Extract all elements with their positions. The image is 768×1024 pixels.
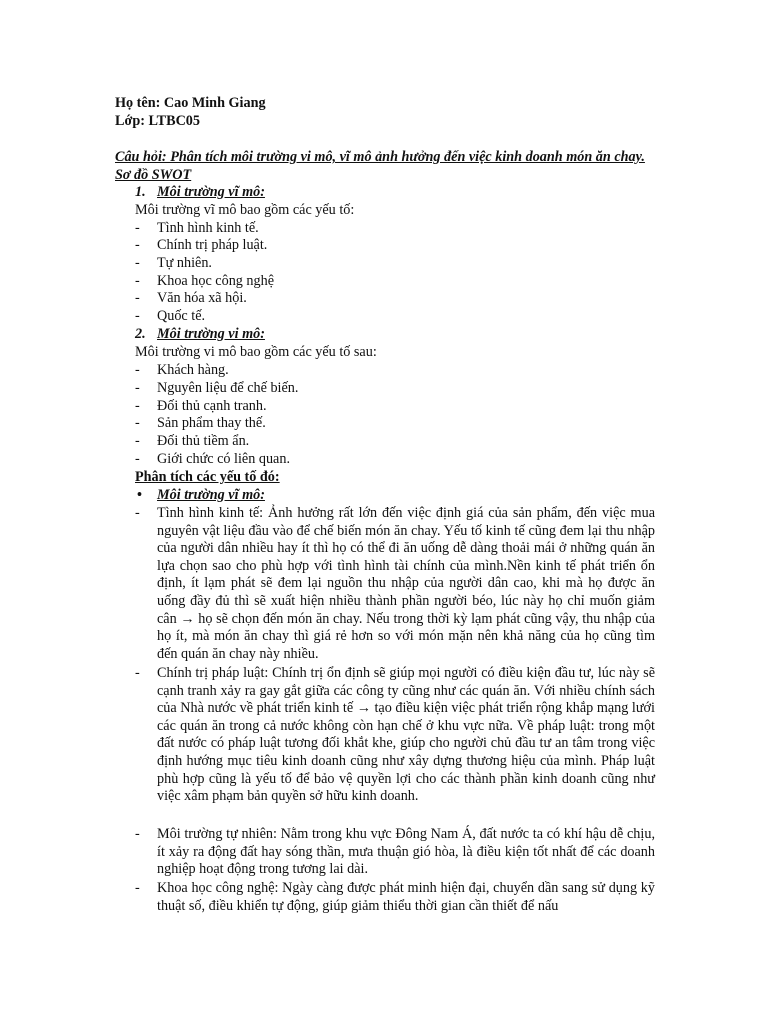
section1-intro: Môi trường vĩ mô bao gồm các yếu tố: [135, 202, 355, 218]
dash-marker: - [135, 451, 140, 467]
student-name: Họ tên: Cao Minh Giang [115, 95, 266, 111]
paragraph-text: Môi trường tự nhiên: Nằm trong khu vực Đông Nam Á, đất nước ta có khí hậu dễ chịu, ít xảy ra động đất hay sóng thần, mưa thuận gió hòa, là điều kiện tốt nhất để các doanh nghiệp hoạt động trong tương lai dài. [157, 826, 655, 878]
dash-marker: - [135, 290, 140, 306]
dash-marker: - [135, 505, 140, 521]
dash-marker: - [135, 398, 140, 414]
section2-number: 2. [135, 326, 146, 342]
dash-marker: - [135, 362, 140, 378]
student-class: Lớp: LTBC05 [115, 113, 200, 129]
dash-marker: - [135, 220, 140, 236]
section2-intro: Môi trường vi mô bao gồm các yếu tố sau: [135, 344, 377, 360]
bullet-label: Môi trường vĩ mô: [157, 487, 265, 503]
section1-heading [135, 184, 265, 202]
dash-marker: - [135, 880, 140, 896]
dash-marker: - [135, 308, 140, 324]
bullet-icon: • [137, 487, 142, 503]
dash-marker: - [135, 380, 140, 396]
section2-title: Môi trường vi mô: [157, 326, 265, 342]
section1-number: 1. [135, 184, 146, 200]
document-page: Họ tên: Cao Minh Giang Lớp: LTBC05 Câu hỏi: Phân tích môi trường vi mô, vĩ mô ảnh hưởng đến việc kinh doanh món ăn chay. Sơ đồ SWOT 1. Môi trường vĩ mô: Môi trường vĩ mô bao gồm các yếu tố: - Tình hình kinh tế. - Chính trị pháp luật. - Tự nhiên. - Khoa học công nghệ - Văn hóa xã hội. - Quốc tế. 2. Môi trường vi mô: Môi trường vi mô bao gồm các yếu tố sau: - Khách hàng. - Nguyên liệu để chế biến. - Đối thủ cạnh tranh. - Sản phẩm thay thế. - Đối thủ tiềm ẩn. - Giới chức có liên quan. Phân tích các yếu tố đó: • Môi trường vĩ mô: - Tình hình kinh tế: Ảnh hưởng rất lớn đến việc định giá của sản phẩm, đến việc mua nguyên vật liệu đầu vào để chế biến món ăn chay. Yếu tố kinh tế cũng đem lại thu nhập của người dân nhiều hay ít thì họ có thể đi ăn uống dễ dàng thoải mái ở những quán ăn lựa chọn sao cho phù hợp với tình hình tài chính của mình.Nền kinh tế phát triển ổn định, ít lạm phát sẽ đem lại nguồn thu nhập của người dân cao, khi mà họ được ăn uống đầy đủ thì sẽ xuất hiện nhiều thành phần người béo, lúc này họ chỉ muốn giảm cân → họ sẽ chọn đến món ăn chay. Nếu trong thời kỳ lạm phát cũng vậy, thu nhập của họ ít, mà món ăn chay thì giá rẻ hơn so với món mặn nên khả năng của họ cũng tìm đến quán ăn chay này nhiều. - Chính trị pháp luật: Chính trị ổn định sẽ giúp mọi người có điều kiện đầu tư, lúc này sẽ cạnh tranh xảy ra gay gắt giữa các công ty cũng như các quán ăn. Với nhiều chính sách của Nhà nước về phát triển kinh tế → tạo điều kiện việc phát triển rộng khắp mạng lưới các quán ăn trong cả nước không còn hạn chế ở khu vực nữa. Về pháp luật: trong một đất nước có pháp luật tương đối khắt khe, giúp cho người chủ đầu tư an tâm trong việc định hướng mục tiêu kinh doanh cũng như xây dựng thương hiệu của mình. Pháp luật phù hợp cũng là yếu tố để bảo vệ quyền lợi cho các thành phần kinh doanh cũng như việc xâm phạm bản quyền sở hữu kinh doanh. - Môi trường tự nhiên: Nằm trong khu vực Đông Nam Á, đất nước ta có khí hậu dễ chịu, ít xảy ra động đất hay sóng thần, mưa thuận gió hòa, là điều kiện tốt nhất để các doanh nghiệp hoạt động trong tương lai dài. - Khoa học công nghệ: Ngày càng được phát minh hiện đại, chuyển dần sang sử dụng kỹ thuật số, điều khiển tự động, giúp giảm thiểu thời gian cần thiết để nấu [115, 95, 655, 914]
dash-marker: - [135, 826, 140, 842]
paragraph-text: Tình hình kinh tế: Ảnh hưởng rất lớn đến việc định giá của sản phẩm, đến việc mua nguyên vật liệu đầu vào để chế biến món ăn chay. Yếu tố kinh tế cũng đem lại thu nhập của người dân nhiều hay ít thì họ có thể đi ăn uống dễ dàng thoải mái ở những quán ăn lựa chọn sao cho phù hợp với tình hình tài chính của mình.Nền kinh tế phát triển ổn định, ít lạm phát sẽ đem lại nguồn thu nhập của người dân cao, khi mà họ được ăn uống đầy đủ thì sẽ xuất hiện nhiều thành phần người béo, lúc này họ chỉ muốn giảm cân → họ sẽ chọn đến món ăn chay. Nếu trong thời kỳ lạm phát cũng vậy, thu nhập của họ ít, mà món ăn chay thì giá rẻ hơn so với món mặn nên khả năng của họ cũng tìm đến quán ăn chay này nhiều. [157, 505, 655, 662]
question-text: Câu hỏi: Phân tích môi trường vi mô, vĩ mô ảnh hưởng đến việc kinh doanh món ăn chay. Sơ đồ SWOT [115, 149, 645, 183]
dash-marker: - [135, 665, 140, 681]
dash-marker: - [135, 433, 140, 449]
analysis-heading: Phân tích các yếu tố đó: [135, 469, 280, 485]
dash-marker: - [135, 273, 140, 289]
dash-marker: - [135, 255, 140, 271]
section2-heading [135, 326, 265, 344]
dash-marker: - [135, 415, 140, 431]
dash-marker: - [135, 237, 140, 253]
paragraph-text: Chính trị pháp luật: Chính trị ổn định sẽ giúp mọi người có điều kiện đầu tư, lúc này sẽ cạnh tranh xảy ra gay gắt giữa các công ty cũng như các quán ăn. Với nhiều chính sách của Nhà nước về phát triển kinh tế → tạo điều kiện việc phát triển rộng khắp mạng lưới các quán ăn trong cả nước không còn hạn chế ở khu vực nữa. Về pháp luật: trong một đất nước có pháp luật tương đối khắt khe, giúp cho người chủ đầu tư an tâm trong việc định hướng mục tiêu kinh doanh cũng như xây dựng thương hiệu của mình. Pháp luật phù hợp cũng là yếu tố để bảo vệ quyền lợi cho các thành phần kinh doanh cũng như việc xâm phạm bản quyền sở hữu kinh doanh. [157, 665, 655, 805]
paragraph-text: Khoa học công nghệ: Ngày càng được phát minh hiện đại, chuyển dần sang sử dụng kỹ thuật số, điều khiển tự động, giúp giảm thiểu thời gian cần thiết để nấu [157, 880, 655, 914]
section1-title: Môi trường vĩ mô: [157, 184, 265, 200]
